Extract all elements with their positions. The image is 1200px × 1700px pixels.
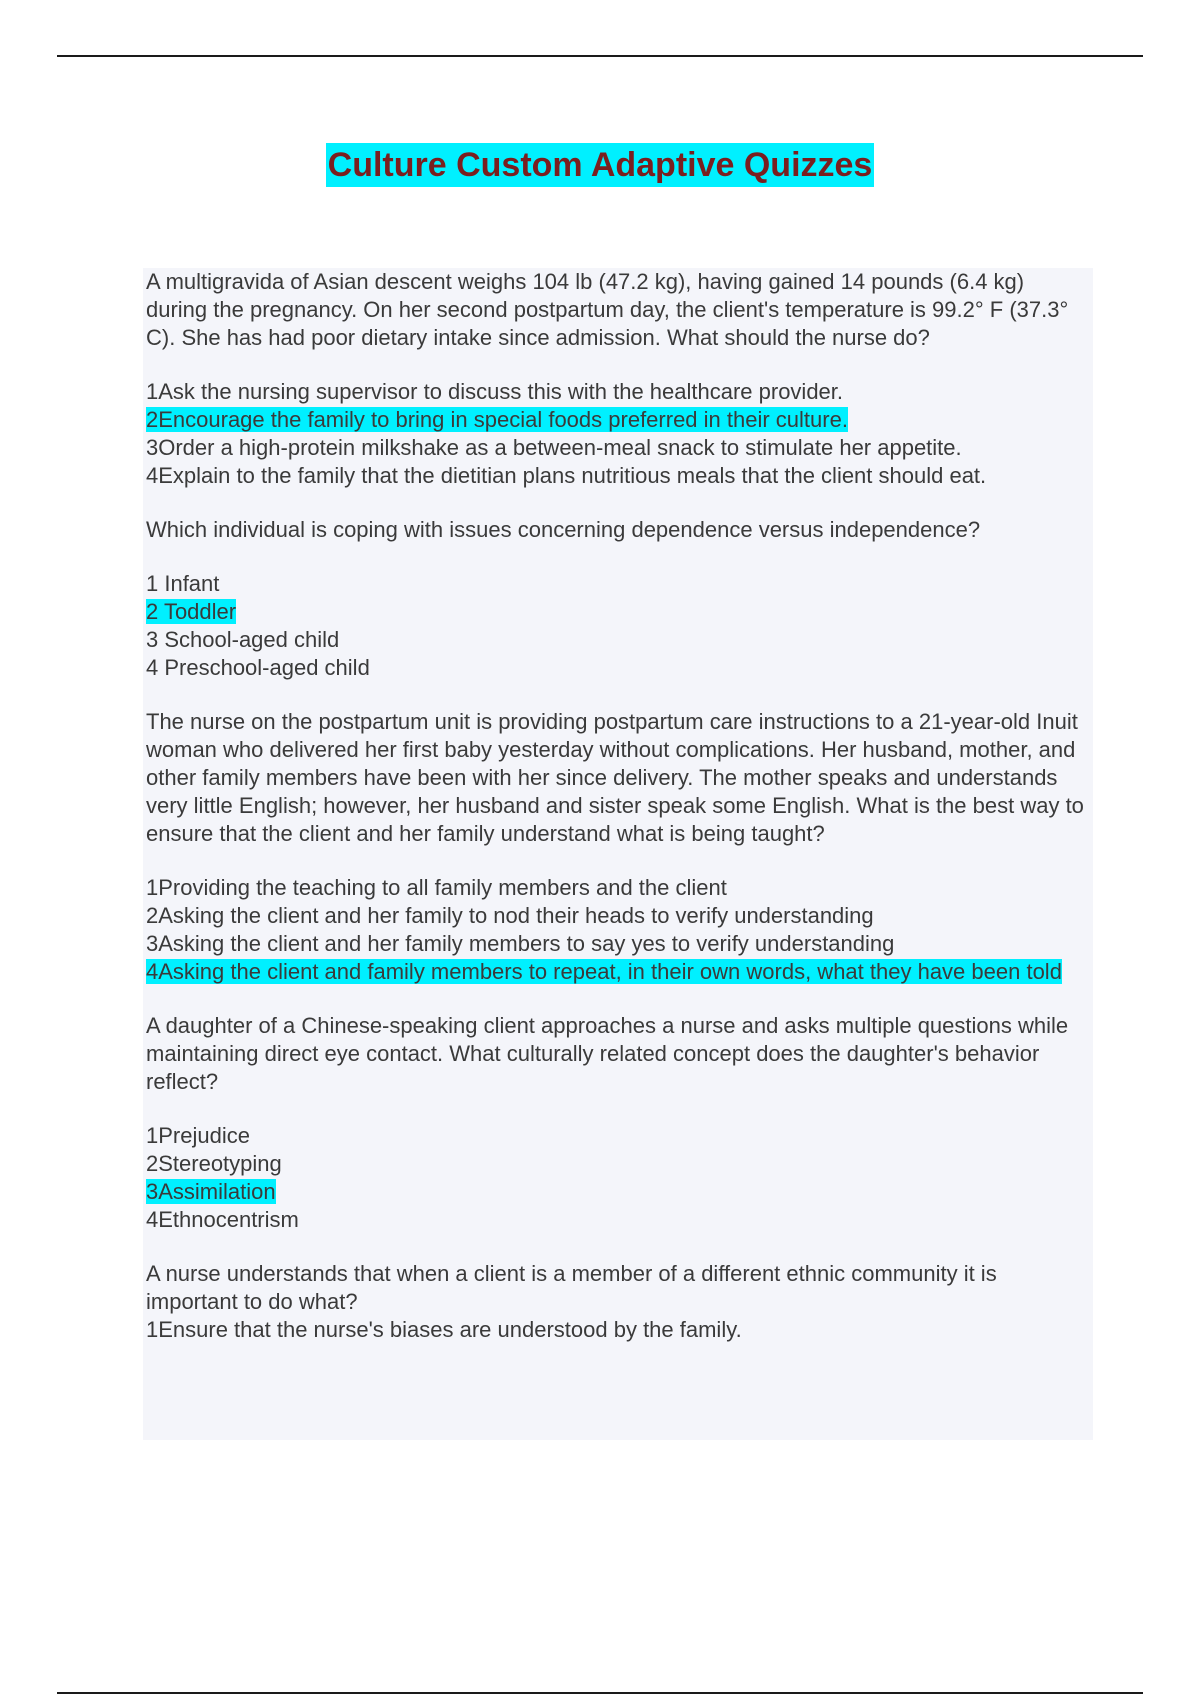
option-list [146, 570, 1087, 682]
question-block-4 [146, 1012, 1087, 1234]
option-list [146, 378, 1087, 490]
correct-answer-option: 3Assimilation [146, 1179, 276, 1204]
answer-option: 3 School-aged child [146, 627, 340, 652]
answer-option: 2Stereotyping [146, 1151, 282, 1176]
question-text: The nurse on the postpartum unit is providing postpartum care instructions to a 21-year-old Inuit woman who delivered her first baby yesterday without complications. Her husband, mother, and other family members have been with her since delivery. The mother speaks and understands very little English; however, her husband and sister speak some English. What is the best way to ensure that the client and her family understand what is being taught? [146, 709, 1084, 846]
correct-answer-option: 2Encourage the family to bring in special foods preferred in their culture. [146, 407, 848, 432]
option-list [146, 1316, 1087, 1344]
question-text: A daughter of a Chinese-speaking client approaches a nurse and asks multiple questions while maintaining direct eye contact. What culturally related concept does the daughter's behavior reflect? [146, 1013, 1069, 1094]
question-block-1 [146, 268, 1087, 490]
question-block-5 [146, 1260, 1087, 1344]
answer-option: 4 Preschool-aged child [146, 655, 370, 680]
document-title: Culture Custom Adaptive Quizzes [326, 143, 875, 187]
answer-option: 1Providing the teaching to all family members and the client [146, 875, 727, 900]
answer-option: 4Ethnocentrism [146, 1207, 299, 1232]
question-text: A multigravida of Asian descent weighs 104 lb (47.2 kg), having gained 14 pounds (6.4 kg) during the pregnancy. On her second postpartum day, the client's temperature is 99.2° F (37.3° C). She has had poor dietary intake since admission. What should the nurse do? [146, 269, 1069, 350]
correct-answer-option: 2 Toddler [146, 599, 237, 624]
answer-option: 3Order a high-protein milkshake as a between-meal snack to stimulate her appetite. [146, 435, 962, 460]
top-rule [57, 55, 1143, 57]
question-text: Which individual is coping with issues concerning dependence versus independence? [146, 517, 981, 542]
quiz-content [143, 268, 1093, 1440]
answer-option: 4Explain to the family that the dietitian plans nutritious meals that the client should eat. [146, 463, 987, 488]
bottom-rule [57, 1692, 1143, 1694]
option-list [146, 874, 1087, 986]
question-text: A nurse understands that when a client is a member of a different ethnic community it is important to do what? [146, 1261, 997, 1314]
answer-option: 1Prejudice [146, 1123, 250, 1148]
answer-option: 1Ensure that the nurse's biases are understood by the family. [146, 1317, 742, 1342]
answer-option: 3Asking the client and her family members to say yes to verify understanding [146, 931, 895, 956]
option-list [146, 1122, 1087, 1234]
correct-answer-option: 4Asking the client and family members to repeat, in their own words, what they have been told [146, 959, 1062, 984]
answer-option: 1Ask the nursing supervisor to discuss this with the healthcare provider. [146, 379, 844, 404]
question-block-3 [146, 708, 1087, 986]
title-block [0, 143, 1200, 187]
answer-option: 2Asking the client and her family to nod their heads to verify understanding [146, 903, 874, 928]
question-block-2 [146, 516, 1087, 682]
answer-option: 1 Infant [146, 571, 220, 596]
